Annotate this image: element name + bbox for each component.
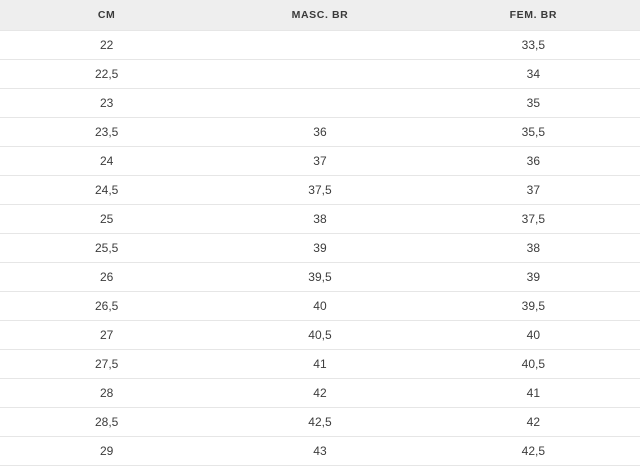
cell-cm: 25 (0, 205, 213, 234)
cell-cm: 22 (0, 31, 213, 60)
table-row (0, 147, 640, 176)
cell-fem-br: 41 (427, 379, 640, 408)
cell-cm: 29 (0, 437, 213, 466)
table-header (0, 0, 640, 31)
table-row (0, 31, 640, 60)
cell-masc-br: 37,5 (213, 176, 426, 205)
cell-fem-br: 42,5 (427, 437, 640, 466)
cell-fem-br: 37 (427, 176, 640, 205)
table-row (0, 118, 640, 147)
cell-fem-br: 38 (427, 234, 640, 263)
cell-fem-br: 37,5 (427, 205, 640, 234)
cell-masc-br: 38 (213, 205, 426, 234)
cell-fem-br: 42 (427, 408, 640, 437)
cell-fem-br: 40 (427, 321, 640, 350)
cell-masc-br: 41 (213, 350, 426, 379)
cell-cm: 24,5 (0, 176, 213, 205)
cell-masc-br: 39,5 (213, 263, 426, 292)
cell-cm: 24 (0, 147, 213, 176)
cell-cm: 28,5 (0, 408, 213, 437)
cell-masc-br (213, 60, 426, 89)
table-row (0, 350, 640, 379)
cell-fem-br: 34 (427, 60, 640, 89)
cell-cm: 28 (0, 379, 213, 408)
cell-cm: 23,5 (0, 118, 213, 147)
table-row (0, 379, 640, 408)
table-row (0, 205, 640, 234)
cell-cm: 23 (0, 89, 213, 118)
cell-fem-br: 35,5 (427, 118, 640, 147)
cell-fem-br: 36 (427, 147, 640, 176)
column-header-fem-br: FEM. BR (509, 9, 558, 21)
cell-masc-br (213, 31, 426, 60)
table-body (0, 31, 640, 466)
table-row (0, 89, 640, 118)
cell-fem-br: 33,5 (427, 31, 640, 60)
cell-masc-br: 42 (213, 379, 426, 408)
table-row (0, 408, 640, 437)
cell-fem-br: 39 (427, 263, 640, 292)
table-row (0, 292, 640, 321)
column-header-cm: CM (97, 9, 116, 21)
cell-cm: 27 (0, 321, 213, 350)
cell-cm: 22,5 (0, 60, 213, 89)
table-row (0, 234, 640, 263)
table-row (0, 60, 640, 89)
table-row (0, 437, 640, 466)
cell-cm: 27,5 (0, 350, 213, 379)
cell-fem-br: 35 (427, 89, 640, 118)
cell-masc-br: 36 (213, 118, 426, 147)
cell-cm: 25,5 (0, 234, 213, 263)
cell-cm: 26,5 (0, 292, 213, 321)
cell-masc-br (213, 89, 426, 118)
table-row (0, 263, 640, 292)
cell-masc-br: 37 (213, 147, 426, 176)
cell-fem-br: 40,5 (427, 350, 640, 379)
cell-masc-br: 40 (213, 292, 426, 321)
cell-masc-br: 40,5 (213, 321, 426, 350)
cell-masc-br: 43 (213, 437, 426, 466)
table-row (0, 176, 640, 205)
table-row (0, 321, 640, 350)
table-header-row (0, 0, 640, 31)
cell-fem-br: 39,5 (427, 292, 640, 321)
column-header-masc-br: MASC. BR (291, 9, 349, 21)
cell-masc-br: 42,5 (213, 408, 426, 437)
cell-masc-br: 39 (213, 234, 426, 263)
cell-cm: 26 (0, 263, 213, 292)
